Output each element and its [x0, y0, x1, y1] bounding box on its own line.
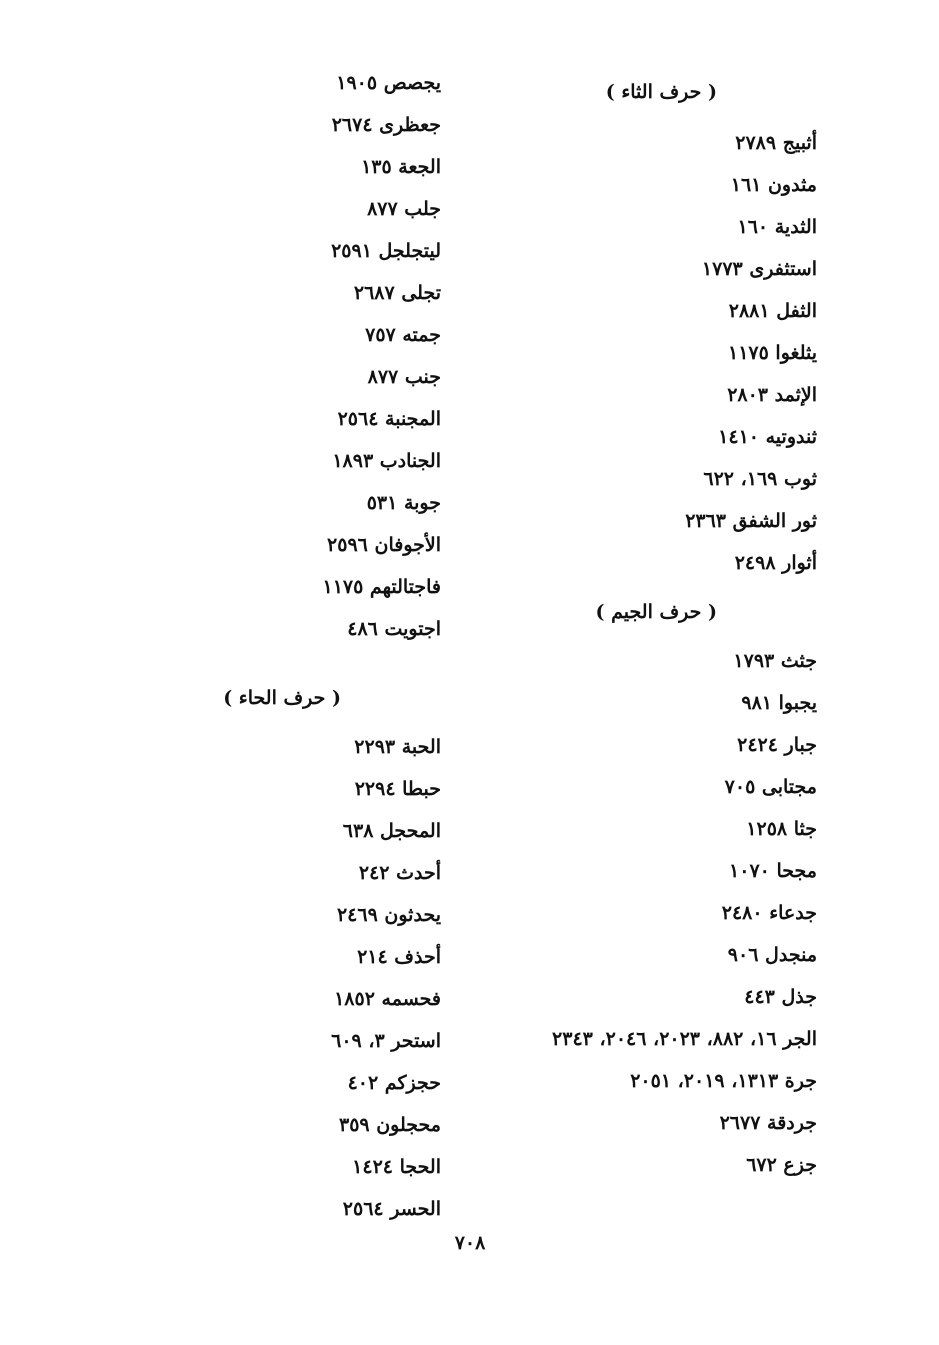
index-entry: محجلون ٣٥٩	[338, 1114, 441, 1136]
index-entry: حبطا ٢٢٩٤	[354, 778, 441, 800]
left-column	[141, 62, 441, 1230]
index-entry: ثور الشفق ٢٣٦٣	[685, 510, 817, 532]
index-entry: منجدل ٩٠٦	[727, 944, 817, 966]
right-column	[457, 74, 817, 1186]
index-entry: أحدث ٢٤٢	[358, 862, 441, 884]
index-entry: فاجتالتهم ١١٧٥	[322, 576, 441, 598]
index-entry: جزع ٦٧٢	[746, 1154, 817, 1176]
index-entry: ليتجلجل ٢٥٩١	[331, 240, 441, 262]
index-entry: الجر ١٦، ٨٨٢، ٢٠٢٣، ٢٠٤٦، ٢٣٤٣	[552, 1028, 817, 1050]
index-entry: ثندوتيه ١٤١٠	[718, 426, 817, 448]
index-entry: الحسر ٢٥٦٤	[342, 1198, 441, 1220]
section-heading-jim: ( حرف الجيم )	[595, 601, 717, 623]
index-entry: فحسمه ١٨٥٢	[334, 988, 441, 1010]
index-entry: يجصص ١٩٠٥	[336, 72, 441, 94]
index-entry: جدعاء ٢٤٨٠	[721, 902, 817, 924]
index-entry: مجحا ١٠٧٠	[729, 860, 817, 882]
index-entry: يحدثون ٢٤٦٩	[336, 904, 441, 926]
index-entry: المجنبة ٢٥٦٤	[337, 408, 441, 430]
index-entry: جذل ٤٤٣	[744, 986, 817, 1008]
index-entry: الأجوفان ٢٥٩٦	[327, 534, 441, 556]
index-entry: تجلى ٢٦٨٧	[353, 282, 441, 304]
index-entry: يجبوا ٩٨١	[741, 692, 817, 714]
index-entry: جنب ٨٧٧	[367, 366, 441, 388]
index-entry: جبار ٢٤٢٤	[737, 734, 817, 756]
index-entry: جثث ١٧٩٣	[733, 650, 817, 672]
section-heading-tha: ( حرف الثاء )	[605, 81, 717, 103]
index-entry: الجنادب ١٨٩٣	[332, 450, 441, 472]
index-entry: ثوب ١٦٩، ٦٢٢	[703, 468, 817, 490]
section-heading-ha: ( حرف الحاء )	[223, 687, 341, 709]
index-entry: الثفل ٢٨٨١	[728, 300, 817, 322]
page-number: ٧٠٨	[454, 1232, 486, 1254]
index-entry: الإثمد ٢٨٠٣	[727, 384, 817, 406]
index-entry: الحجا ١٤٢٤	[352, 1156, 441, 1178]
index-entry: أحذف ٢١٤	[357, 946, 441, 968]
index-entry: يثلغوا ١١٧٥	[727, 342, 817, 364]
index-entry: استثفرى ١٧٧٣	[701, 258, 817, 280]
index-entry: أثبيج ٢٧٨٩	[735, 132, 817, 154]
index-entry: جردقة ٢٦٧٧	[719, 1112, 817, 1134]
index-entry: جمته ٧٥٧	[365, 324, 441, 346]
index-entry: مثدون ١٦١	[730, 174, 817, 196]
index-entry: جثا ١٢٥٨	[746, 818, 817, 840]
index-entry: استحر ٣، ٦٠٩	[331, 1030, 441, 1052]
index-entry: الثدية ١٦٠	[737, 216, 817, 238]
index-entry: اجتويت ٤٨٦	[347, 618, 441, 640]
index-entry: الجعة ١٣٥	[361, 156, 441, 178]
index-entry: الحبة ٢٢٩٣	[354, 736, 441, 758]
index-entry: مجتابى ٧٠٥	[724, 776, 817, 798]
index-entry: أثوار ٢٤٩٨	[734, 552, 817, 574]
index-entry: جرة ١٣١٣، ٢٠١٩، ٢٠٥١	[630, 1070, 817, 1092]
index-entry: المحجل ٦٣٨	[342, 820, 441, 842]
index-entry: حجزكم ٤٠٢	[347, 1072, 441, 1094]
index-entry: جعظرى ٢٦٧٤	[331, 114, 441, 136]
index-entry: جلب ٨٧٧	[367, 198, 441, 220]
index-entry: جوبة ٥٣١	[366, 492, 441, 514]
